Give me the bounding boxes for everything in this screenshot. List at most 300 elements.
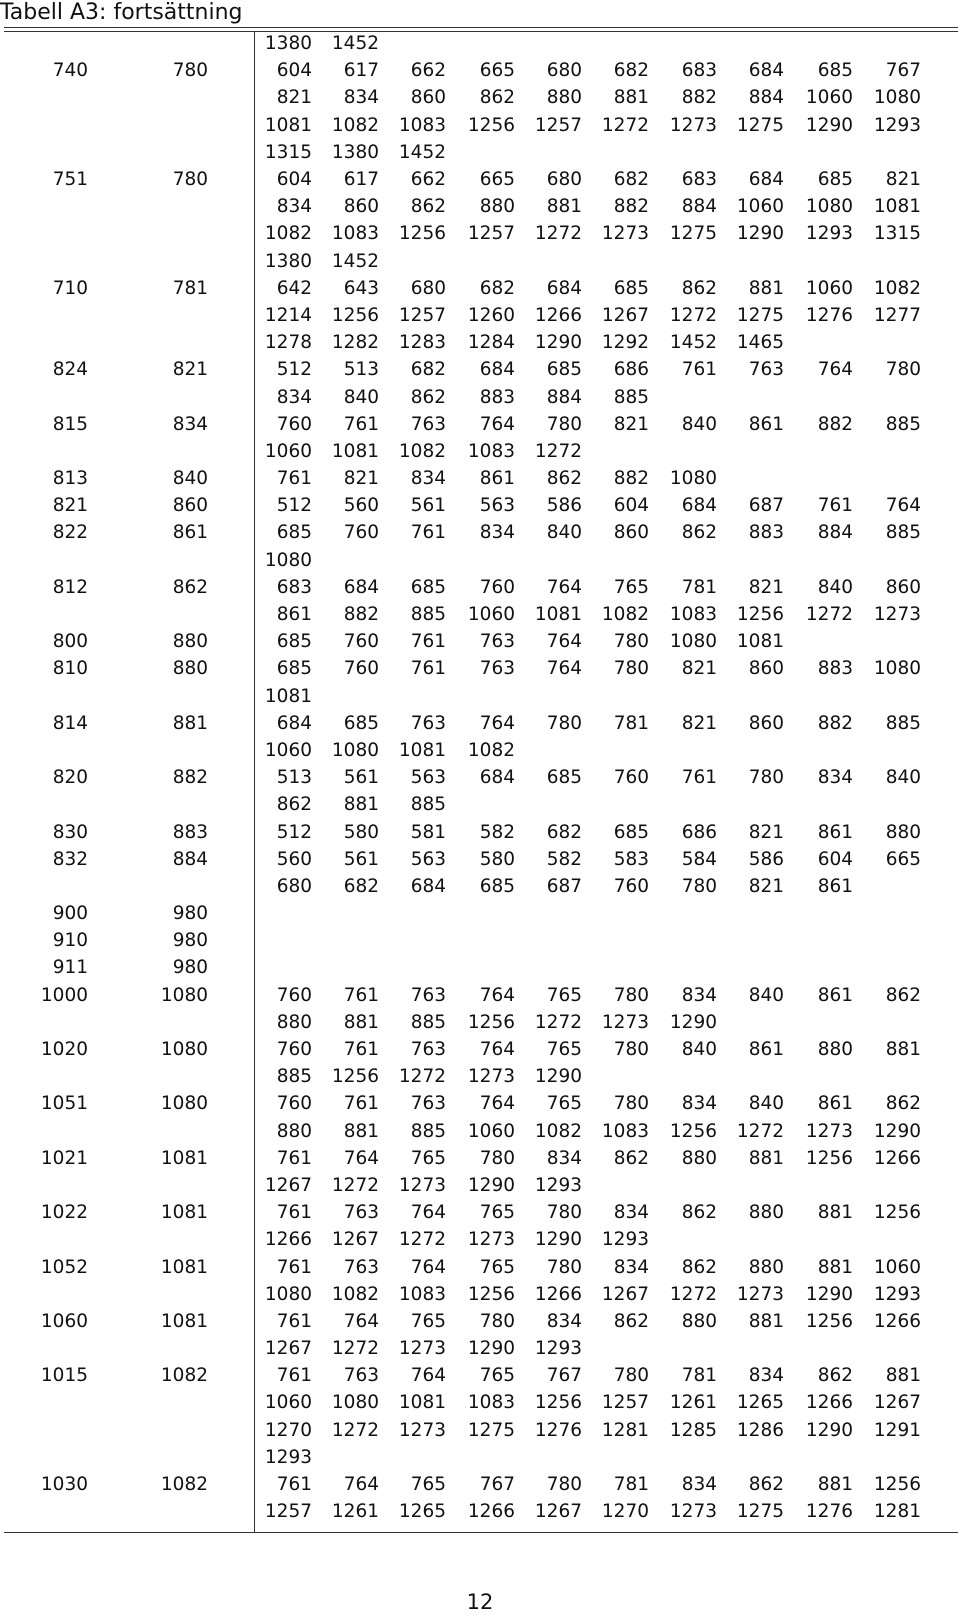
value-cell: 1276	[805, 1501, 853, 1523]
table-row	[0, 1444, 960, 1471]
table-row	[0, 1118, 960, 1145]
to-code-cell	[88, 1498, 208, 1525]
value-cell: 1060	[736, 196, 784, 218]
value-cell: 1275	[736, 304, 784, 326]
table-row	[0, 1199, 960, 1226]
value-cell	[784, 1444, 853, 1471]
value-cell: 684	[410, 875, 446, 897]
value-cell	[312, 927, 379, 954]
value-cell: 1281	[601, 1419, 649, 1441]
value-cell	[853, 1335, 921, 1362]
value-cell: 861	[748, 413, 784, 435]
value-cell: 880	[748, 1256, 784, 1278]
from-code-cell	[0, 1335, 88, 1362]
value-cell: 680	[546, 169, 582, 191]
to-code-cell	[88, 1172, 208, 1199]
value-cell: 1083	[398, 114, 446, 136]
value-cell: 1283	[398, 332, 446, 354]
table-row	[0, 1253, 960, 1280]
value-cell: 780	[613, 631, 649, 653]
value-cell: 642	[276, 277, 312, 299]
value-cell: 1083	[601, 1120, 649, 1142]
value-cell: 1290	[669, 1011, 717, 1033]
value-cell: 560	[276, 848, 312, 870]
value-cell	[784, 1226, 853, 1253]
table-row	[0, 846, 960, 873]
to-code-cell: 780	[172, 169, 208, 191]
value-cell	[379, 927, 446, 954]
value-cell: 561	[343, 767, 379, 789]
value-cell	[717, 1226, 784, 1253]
to-code-cell	[88, 737, 208, 764]
row-padding	[921, 1036, 960, 1063]
table-row	[0, 628, 960, 655]
to-code-cell: 980	[172, 903, 208, 925]
value-cell: 1081	[534, 604, 582, 626]
value-cell	[717, 547, 784, 574]
value-cell: 765	[546, 1039, 582, 1061]
value-cell	[379, 683, 446, 710]
value-cell: 682	[410, 359, 446, 381]
value-cell	[784, 1009, 853, 1036]
value-cell: 1081	[331, 440, 379, 462]
row-padding	[921, 1199, 960, 1226]
value-cell	[717, 927, 784, 954]
value-cell: 884	[817, 522, 853, 544]
value-cell: 881	[885, 1039, 921, 1061]
value-cell: 1290	[467, 1174, 515, 1196]
table-row	[0, 737, 960, 764]
row-padding	[921, 84, 960, 111]
row-padding	[921, 193, 960, 220]
table-row	[0, 873, 960, 900]
to-code-cell	[88, 383, 208, 410]
value-cell	[784, 465, 853, 492]
row-padding	[921, 1471, 960, 1498]
value-cell: 1082	[398, 440, 446, 462]
value-cell: 862	[613, 1147, 649, 1169]
value-cell: 861	[817, 821, 853, 843]
table-row	[0, 302, 960, 329]
value-cell: 764	[479, 984, 515, 1006]
value-cell: 563	[410, 848, 446, 870]
to-code-cell: 780	[172, 60, 208, 82]
value-cell: 1452	[331, 250, 379, 272]
value-cell: 1267	[264, 1174, 312, 1196]
value-cell	[515, 954, 582, 981]
row-padding	[921, 846, 960, 873]
from-code-cell	[0, 139, 88, 166]
value-cell: 1272	[805, 604, 853, 626]
table-row	[0, 1172, 960, 1199]
row-padding	[921, 1145, 960, 1172]
value-cell: 1290	[534, 1229, 582, 1251]
value-cell: 1267	[331, 1229, 379, 1251]
value-cell: 821	[276, 87, 312, 109]
to-code-cell: 1082	[160, 1474, 208, 1496]
table-row	[0, 383, 960, 410]
value-cell: 586	[748, 848, 784, 870]
row-padding	[921, 220, 960, 247]
from-code-cell: 830	[52, 821, 88, 843]
value-cell: 682	[546, 821, 582, 843]
row-padding	[921, 601, 960, 628]
value-cell: 1290	[534, 1066, 582, 1088]
value-cell: 765	[479, 1256, 515, 1278]
value-cell: 604	[817, 848, 853, 870]
value-cell: 885	[613, 386, 649, 408]
value-cell: 1265	[398, 1501, 446, 1523]
value-cell: 862	[885, 984, 921, 1006]
value-cell: 780	[613, 1039, 649, 1061]
value-cell	[515, 248, 582, 275]
table-row	[0, 438, 960, 465]
to-code-cell: 881	[172, 712, 208, 734]
value-cell: 1060	[467, 1120, 515, 1142]
value-cell: 885	[885, 522, 921, 544]
value-cell: 1081	[398, 1392, 446, 1414]
value-cell: 1080	[331, 1392, 379, 1414]
value-cell: 665	[479, 60, 515, 82]
value-cell: 1272	[601, 114, 649, 136]
value-cell: 685	[817, 60, 853, 82]
value-cell: 1281	[873, 1501, 921, 1523]
to-code-cell	[88, 547, 208, 574]
value-cell	[515, 900, 582, 927]
value-cell: 1256	[805, 1147, 853, 1169]
value-cell: 780	[546, 1202, 582, 1224]
value-cell	[582, 1444, 649, 1471]
value-cell	[784, 683, 853, 710]
value-cell: 881	[817, 1474, 853, 1496]
value-cell: 1290	[805, 1283, 853, 1305]
value-cell: 1293	[264, 1446, 312, 1468]
value-cell: 881	[343, 794, 379, 816]
value-cell: 861	[479, 468, 515, 490]
value-cell: 862	[748, 1474, 784, 1496]
from-code-cell	[0, 1417, 88, 1444]
value-cell: 1080	[264, 549, 312, 571]
value-cell	[853, 465, 921, 492]
value-cell: 761	[343, 413, 379, 435]
value-cell	[717, 1444, 784, 1471]
value-cell: 880	[479, 196, 515, 218]
value-cell: 861	[817, 875, 853, 897]
value-cell: 860	[885, 576, 921, 598]
table-row	[0, 166, 960, 193]
value-cell: 821	[885, 169, 921, 191]
value-cell: 883	[817, 658, 853, 680]
value-cell: 1080	[264, 1283, 312, 1305]
value-cell	[515, 927, 582, 954]
to-code-cell	[88, 1389, 208, 1416]
value-cell	[649, 1063, 717, 1090]
value-cell: 685	[546, 767, 582, 789]
value-cell: 1273	[467, 1066, 515, 1088]
value-cell	[784, 927, 853, 954]
value-cell: 763	[410, 984, 446, 1006]
value-cell: 685	[410, 576, 446, 598]
from-code-cell: 815	[52, 413, 88, 435]
value-cell: 1380	[264, 250, 312, 272]
value-cell: 1380	[331, 141, 379, 163]
value-cell: 761	[410, 522, 446, 544]
value-cell: 881	[343, 1011, 379, 1033]
value-cell: 760	[276, 1093, 312, 1115]
value-cell: 1272	[534, 223, 582, 245]
value-cell: 761	[681, 767, 717, 789]
value-cell: 880	[546, 87, 582, 109]
value-cell: 840	[817, 576, 853, 598]
value-cell: 684	[748, 169, 784, 191]
from-code-cell: 812	[52, 576, 88, 598]
to-code-cell	[88, 193, 208, 220]
value-cell	[784, 139, 853, 166]
value-cell: 765	[410, 1474, 446, 1496]
value-cell	[784, 438, 853, 465]
table-row	[0, 1009, 960, 1036]
value-cell: 617	[343, 60, 379, 82]
row-padding	[921, 791, 960, 818]
value-cell: 685	[613, 821, 649, 843]
value-cell	[784, 1063, 853, 1090]
table-row	[0, 574, 960, 601]
value-cell: 840	[748, 984, 784, 1006]
row-padding	[921, 1063, 960, 1090]
value-cell: 1265	[736, 1392, 784, 1414]
row-padding	[921, 1253, 960, 1280]
value-cell: 1273	[873, 604, 921, 626]
value-cell: 584	[681, 848, 717, 870]
value-cell	[853, 1172, 921, 1199]
value-cell: 1272	[331, 1338, 379, 1360]
value-cell: 761	[276, 1365, 312, 1387]
value-cell: 1082	[467, 739, 515, 761]
value-cell: 683	[681, 60, 717, 82]
value-cell: 821	[681, 712, 717, 734]
to-code-cell: 980	[172, 957, 208, 979]
value-cell: 1273	[736, 1283, 784, 1305]
value-cell: 1284	[467, 332, 515, 354]
value-cell: 685	[479, 875, 515, 897]
value-cell: 684	[681, 495, 717, 517]
from-code-cell	[0, 30, 88, 57]
value-cell	[312, 954, 379, 981]
value-cell: 1272	[534, 440, 582, 462]
value-cell	[649, 383, 717, 410]
caption-text: fortsättning	[113, 0, 243, 25]
row-padding	[921, 1172, 960, 1199]
value-cell: 513	[276, 767, 312, 789]
from-code-cell	[0, 1118, 88, 1145]
to-code-cell: 860	[172, 495, 208, 517]
from-code-cell	[0, 791, 88, 818]
value-cell	[853, 927, 921, 954]
value-cell: 767	[479, 1474, 515, 1496]
table-row	[0, 1308, 960, 1335]
row-padding	[921, 1498, 960, 1525]
row-padding	[921, 302, 960, 329]
row-padding	[921, 248, 960, 275]
value-cell: 764	[410, 1256, 446, 1278]
value-cell: 1290	[873, 1120, 921, 1142]
value-cell: 1285	[669, 1419, 717, 1441]
value-cell: 1267	[534, 1501, 582, 1523]
to-code-cell	[88, 601, 208, 628]
value-cell: 1256	[331, 304, 379, 326]
value-cell: 885	[276, 1066, 312, 1088]
value-cell: 1083	[467, 1392, 515, 1414]
value-cell	[784, 1335, 853, 1362]
value-cell	[649, 791, 717, 818]
table-body	[0, 30, 960, 1525]
row-padding	[921, 275, 960, 302]
from-code-cell: 740	[52, 60, 88, 82]
from-code-cell: 821	[52, 495, 88, 517]
value-cell: 662	[410, 60, 446, 82]
value-cell: 880	[681, 1147, 717, 1169]
to-code-cell: 862	[172, 576, 208, 598]
to-code-cell: 1080	[160, 984, 208, 1006]
value-cell: 780	[546, 1474, 582, 1496]
row-padding	[921, 411, 960, 438]
value-cell	[649, 683, 717, 710]
value-cell: 765	[410, 1147, 446, 1169]
value-cell	[312, 547, 379, 574]
value-cell: 561	[343, 848, 379, 870]
table-row	[0, 683, 960, 710]
value-cell: 821	[748, 576, 784, 598]
value-cell: 780	[546, 413, 582, 435]
value-cell	[784, 383, 853, 410]
value-cell: 880	[276, 1011, 312, 1033]
value-cell: 1293	[534, 1174, 582, 1196]
value-cell: 1256	[534, 1392, 582, 1414]
value-cell: 1276	[534, 1419, 582, 1441]
value-cell: 764	[410, 1202, 446, 1224]
value-cell	[784, 248, 853, 275]
row-padding	[921, 383, 960, 410]
value-cell	[379, 954, 446, 981]
value-cell: 881	[817, 1256, 853, 1278]
value-cell: 1273	[669, 114, 717, 136]
from-code-cell: 1021	[40, 1147, 88, 1169]
value-cell	[853, 329, 921, 356]
value-cell: 1272	[669, 304, 717, 326]
row-padding	[921, 873, 960, 900]
value-cell	[446, 927, 515, 954]
value-cell: 1275	[467, 1419, 515, 1441]
to-code-cell	[88, 248, 208, 275]
value-cell: 1060	[805, 277, 853, 299]
table-row	[0, 791, 960, 818]
value-cell	[649, 900, 717, 927]
table-row	[0, 465, 960, 492]
value-cell: 834	[613, 1256, 649, 1278]
value-cell: 685	[276, 631, 312, 653]
table-row	[0, 329, 960, 356]
value-cell: 1060	[805, 87, 853, 109]
value-cell: 1292	[601, 332, 649, 354]
value-cell: 1273	[467, 1229, 515, 1251]
value-cell	[784, 1172, 853, 1199]
value-cell: 1286	[736, 1419, 784, 1441]
row-padding	[921, 1281, 960, 1308]
value-cell: 680	[546, 60, 582, 82]
value-cell: 764	[479, 413, 515, 435]
value-cell: 1293	[873, 1283, 921, 1305]
value-cell: 761	[681, 359, 717, 381]
value-cell: 861	[817, 1093, 853, 1115]
table-row	[0, 84, 960, 111]
value-cell: 763	[410, 413, 446, 435]
value-cell: 764	[817, 359, 853, 381]
table-row	[0, 1417, 960, 1444]
value-cell	[853, 900, 921, 927]
value-cell: 840	[546, 522, 582, 544]
table-row	[0, 1335, 960, 1362]
table-row	[0, 1471, 960, 1498]
value-cell	[717, 791, 784, 818]
value-cell	[649, 547, 717, 574]
table-bottom-rule	[4, 1532, 958, 1533]
column-separator	[254, 31, 255, 1532]
value-cell	[784, 329, 853, 356]
table-row	[0, 1362, 960, 1389]
value-cell: 1256	[736, 604, 784, 626]
value-cell: 1257	[534, 114, 582, 136]
from-code-cell	[0, 1389, 88, 1416]
value-cell: 1293	[601, 1229, 649, 1251]
value-cell: 834	[276, 386, 312, 408]
row-padding	[921, 356, 960, 383]
to-code-cell: 1080	[160, 1039, 208, 1061]
value-cell: 764	[343, 1147, 379, 1169]
value-cell: 781	[613, 712, 649, 734]
table-row	[0, 1498, 960, 1525]
value-cell	[515, 139, 582, 166]
value-cell: 1273	[601, 1011, 649, 1033]
row-padding	[921, 927, 960, 954]
value-cell: 1060	[264, 1392, 312, 1414]
to-code-cell	[88, 1226, 208, 1253]
from-code-cell: 810	[52, 658, 88, 680]
row-padding	[921, 329, 960, 356]
value-cell	[784, 791, 853, 818]
value-cell	[582, 900, 649, 927]
value-cell	[446, 900, 515, 927]
from-code-cell	[0, 248, 88, 275]
value-cell: 882	[343, 604, 379, 626]
value-cell: 821	[343, 468, 379, 490]
value-cell: 1273	[805, 1120, 853, 1142]
from-code-cell	[0, 1226, 88, 1253]
from-code-cell	[0, 1009, 88, 1036]
value-cell: 763	[343, 1256, 379, 1278]
value-cell: 1452	[669, 332, 717, 354]
value-cell: 761	[276, 1310, 312, 1332]
from-code-cell	[0, 112, 88, 139]
to-code-cell: 880	[172, 631, 208, 653]
value-cell: 763	[748, 359, 784, 381]
value-cell: 685	[613, 277, 649, 299]
to-code-cell	[88, 791, 208, 818]
value-cell: 1082	[534, 1120, 582, 1142]
value-cell: 834	[613, 1202, 649, 1224]
row-padding	[921, 1009, 960, 1036]
value-cell: 684	[748, 60, 784, 82]
value-cell: 1266	[534, 304, 582, 326]
